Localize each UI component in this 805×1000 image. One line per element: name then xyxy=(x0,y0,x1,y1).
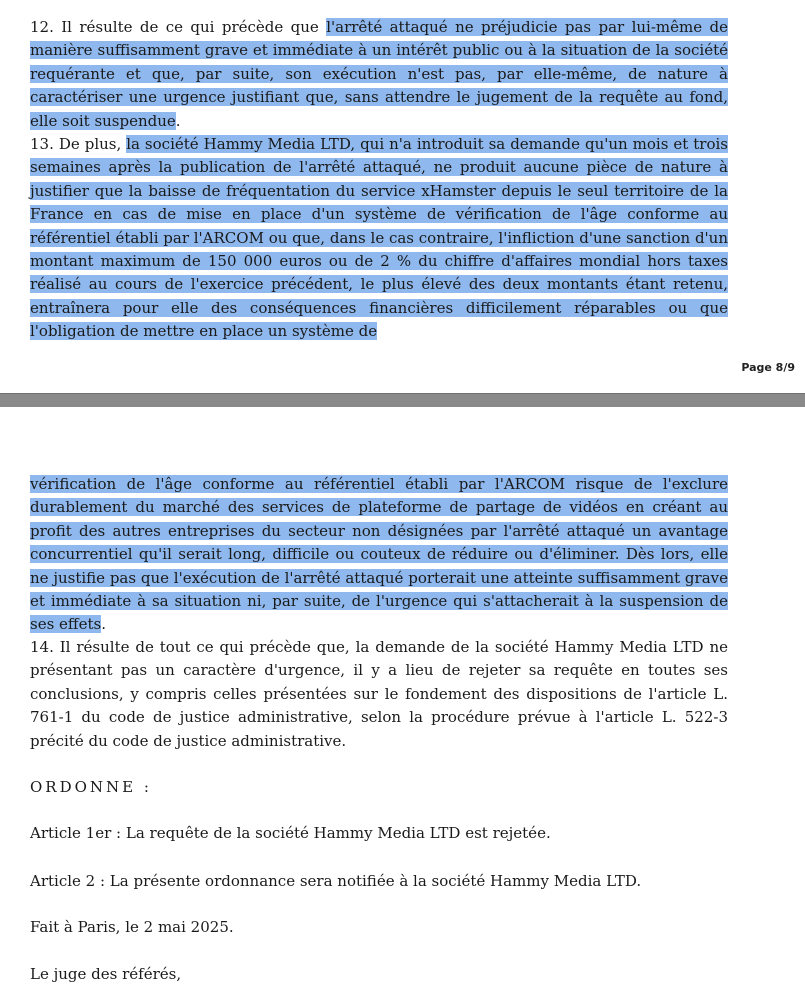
paragraph-13-continued-end: . xyxy=(101,615,106,634)
paragraph-12 xyxy=(30,16,728,133)
paragraph-12-end: . xyxy=(175,111,181,130)
article-2: Article 2 : La présente ordonnance sera notifiée à la société Hammy Media LTD. xyxy=(30,872,642,890)
paragraph-13-continued xyxy=(30,473,728,637)
page-9 xyxy=(0,407,805,1000)
paragraph-12-highlighted[interactable]: l'arrêté attaqué ne préjudicie pas par lui-même de manière suffisamment grave et immédiate à un intérêt public ou à la situation de la société requérante et que, par suite, son exécution n'est pas, par elle-même, de nature à caractériser une urgence justifiant que, sans attendre le jugement de la requête au fond, elle soit suspendue xyxy=(30,18,728,130)
page-separator xyxy=(0,393,805,407)
ordonne-heading: ORDONNE : xyxy=(30,778,152,796)
paragraph-14: 14. Il résulte de tout ce qui précède que, la demande de la société Hammy Media LTD ne présentant pas un caractère d'urgence, il y a lieu de rejeter sa requête en toutes ses conclusions, y compris celles présentées sur le fondement des dispositions de l'article L. 761-1 du code de justice administrative, selon la procédure prévue à l'article L. 522-3 précité du code de justice administrative. xyxy=(30,638,728,750)
judge-signature-line: Le juge des référés, xyxy=(30,965,182,983)
paragraph-13 xyxy=(30,133,728,344)
page-8 xyxy=(0,0,805,393)
paragraph-13-continued-highlighted[interactable]: vérification de l'âge conforme au référentiel établi par l'ARCOM risque de l'exclure durablement du marché des services de plateforme de partage de vidéos en créant au profit des autres entreprises du secteur non désignées par l'arrêté attaqué un avantage concurrentiel qu'il serait long, difficile ou couteux de réduire ou d'éliminer. Dès lors, elle ne justifie pas que l'exécution de l'arrêté attaqué porterait une atteinte suffisamment grave et immédiate à sa situation ni, par suite, de l'urgence qui s'attacherait à la suspension de ses effets xyxy=(30,475,728,634)
paragraph-13-lead: 13. De plus, xyxy=(30,135,127,153)
paragraph-13-highlighted[interactable]: la société Hammy Media LTD, qui n'a introduit sa demande qu'un mois et trois semaines après la publication de l'arrêté attaqué, ne produit aucune pièce de nature à justifier que la baisse de fréquentation du service xHamster depuis le seul territoire de la France en cas de mise en place d'un système de vérification de l'âge conforme au référentiel établi par l'ARCOM ou que, dans le cas contraire, l'infliction d'une sanction d'un montant maximum de 150 000 euros ou de 2 % du chiffre d'affaires mondial hors taxes réalisé au cours de l'exercice précédent, le plus élevé des deux montants étant retenu, entraînera pour elle des conséquences financières difficilement réparables ou que l'obligation de mettre en place un système de xyxy=(30,135,728,341)
page-number: Page 8/9 xyxy=(741,361,795,374)
paragraph-12-lead: 12. Il résulte de ce qui précède que xyxy=(30,18,327,36)
article-1: Article 1er : La requête de la société Hammy Media LTD est rejetée. xyxy=(30,824,551,842)
signature-place-date: Fait à Paris, le 2 mai 2025. xyxy=(30,918,234,936)
